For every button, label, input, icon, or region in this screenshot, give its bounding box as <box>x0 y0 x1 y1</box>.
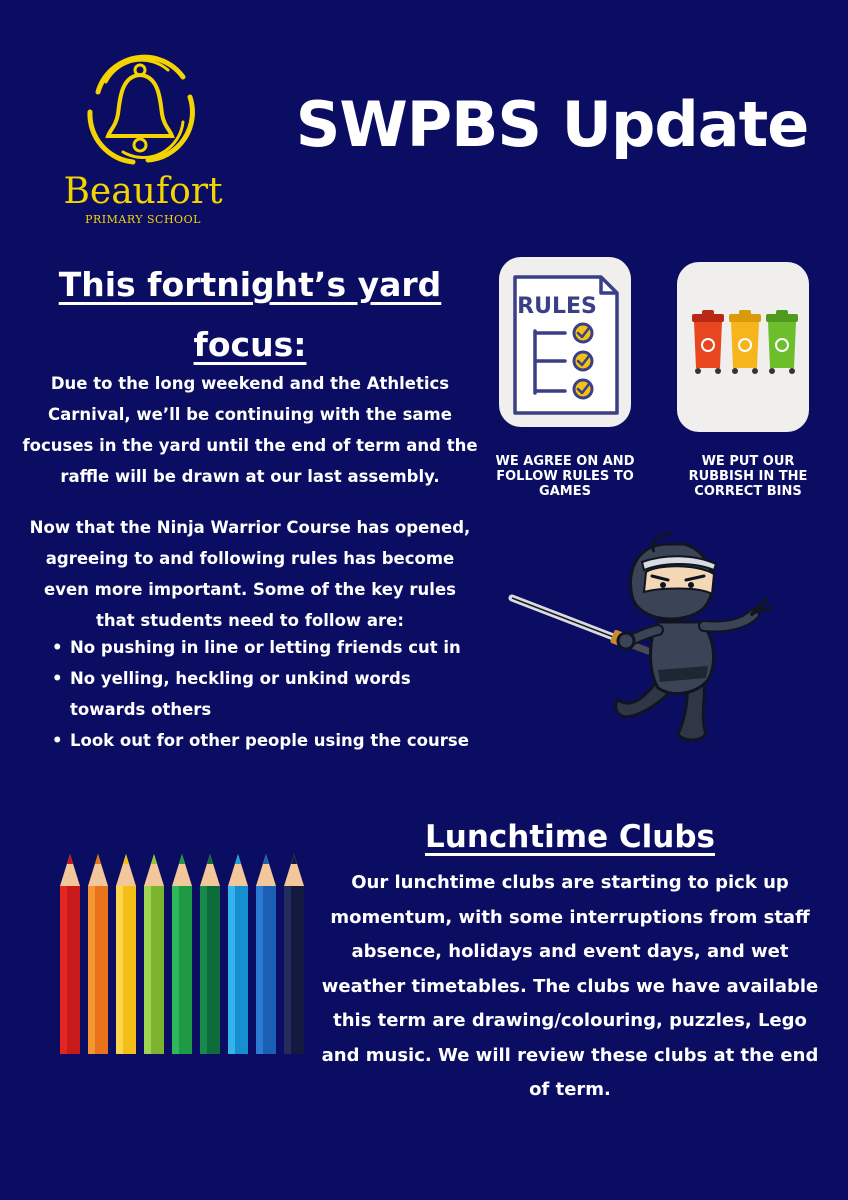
bell-icon <box>78 52 208 177</box>
pencil-orange <box>88 854 108 1054</box>
yellow-bin-icon <box>729 310 761 374</box>
pencil-light-blue <box>228 854 248 1054</box>
pencil-navy <box>284 854 304 1054</box>
rules-caption: WE AGREE ON AND FOLLOW RULES TO GAMES <box>495 454 635 499</box>
pencil-dark-green <box>200 854 220 1054</box>
bins-card <box>677 262 809 432</box>
school-subtitle: PRIMARY SCHOOL <box>85 213 201 226</box>
rules-card <box>499 257 631 427</box>
pencil-blue <box>256 854 276 1054</box>
list-item: • No pushing in line or letting friends cut in <box>46 632 486 663</box>
page-title: SWPBS Update <box>295 88 809 161</box>
rules-checklist-icon <box>499 257 631 427</box>
yard-focus-paragraph-2: Now that the Ninja Warrior Course has opened, agreeing to and following rules has become even more important. Some of the key rules that students need to follow are: <box>29 518 471 630</box>
yard-focus-heading-line2: focus: <box>193 325 307 364</box>
yard-focus-paragraph-1: Due to the long weekend and the Athletics Carnival, we’ll be continuing with the same focuses in the yard until the end of term and the raffle will be drawn at our last assembly. <box>22 374 478 486</box>
school-logo <box>58 52 228 232</box>
red-bin-icon <box>692 310 724 374</box>
yard-focus-heading <box>20 255 480 375</box>
list-item: • Look out for other people using the course <box>46 725 486 756</box>
pencil-lime <box>144 854 164 1054</box>
yard-focus-heading-line1: This fortnight’s yard <box>58 265 442 304</box>
lunchtime-clubs-paragraph: Our lunchtime clubs are starting to pick up momentum, with some interruptions from staff absence, holidays and event days, and wet weather timetables. The clubs we have available this term are drawing/colouring, puzzles, Lego and music. We will review these clubs at the end of term. <box>321 872 819 1100</box>
rules-sign-text: RULES <box>517 294 597 319</box>
list-item: • No yelling, heckling or unkind words towards others <box>46 663 486 725</box>
school-name: Beaufort <box>63 171 223 212</box>
pencil-red <box>60 854 80 1054</box>
pencil-yellow <box>116 854 136 1054</box>
rules-list <box>46 632 486 756</box>
bins-caption: WE PUT OUR RUBBISH IN THE CORRECT BINS <box>688 454 808 499</box>
ninja-icon <box>508 530 778 750</box>
green-bin-icon <box>766 310 798 374</box>
recycling-bins-icon <box>677 262 809 432</box>
coloured-pencils-icon <box>58 852 308 1057</box>
pencil-green <box>172 854 192 1054</box>
lunchtime-clubs-heading: Lunchtime Clubs <box>425 819 715 855</box>
